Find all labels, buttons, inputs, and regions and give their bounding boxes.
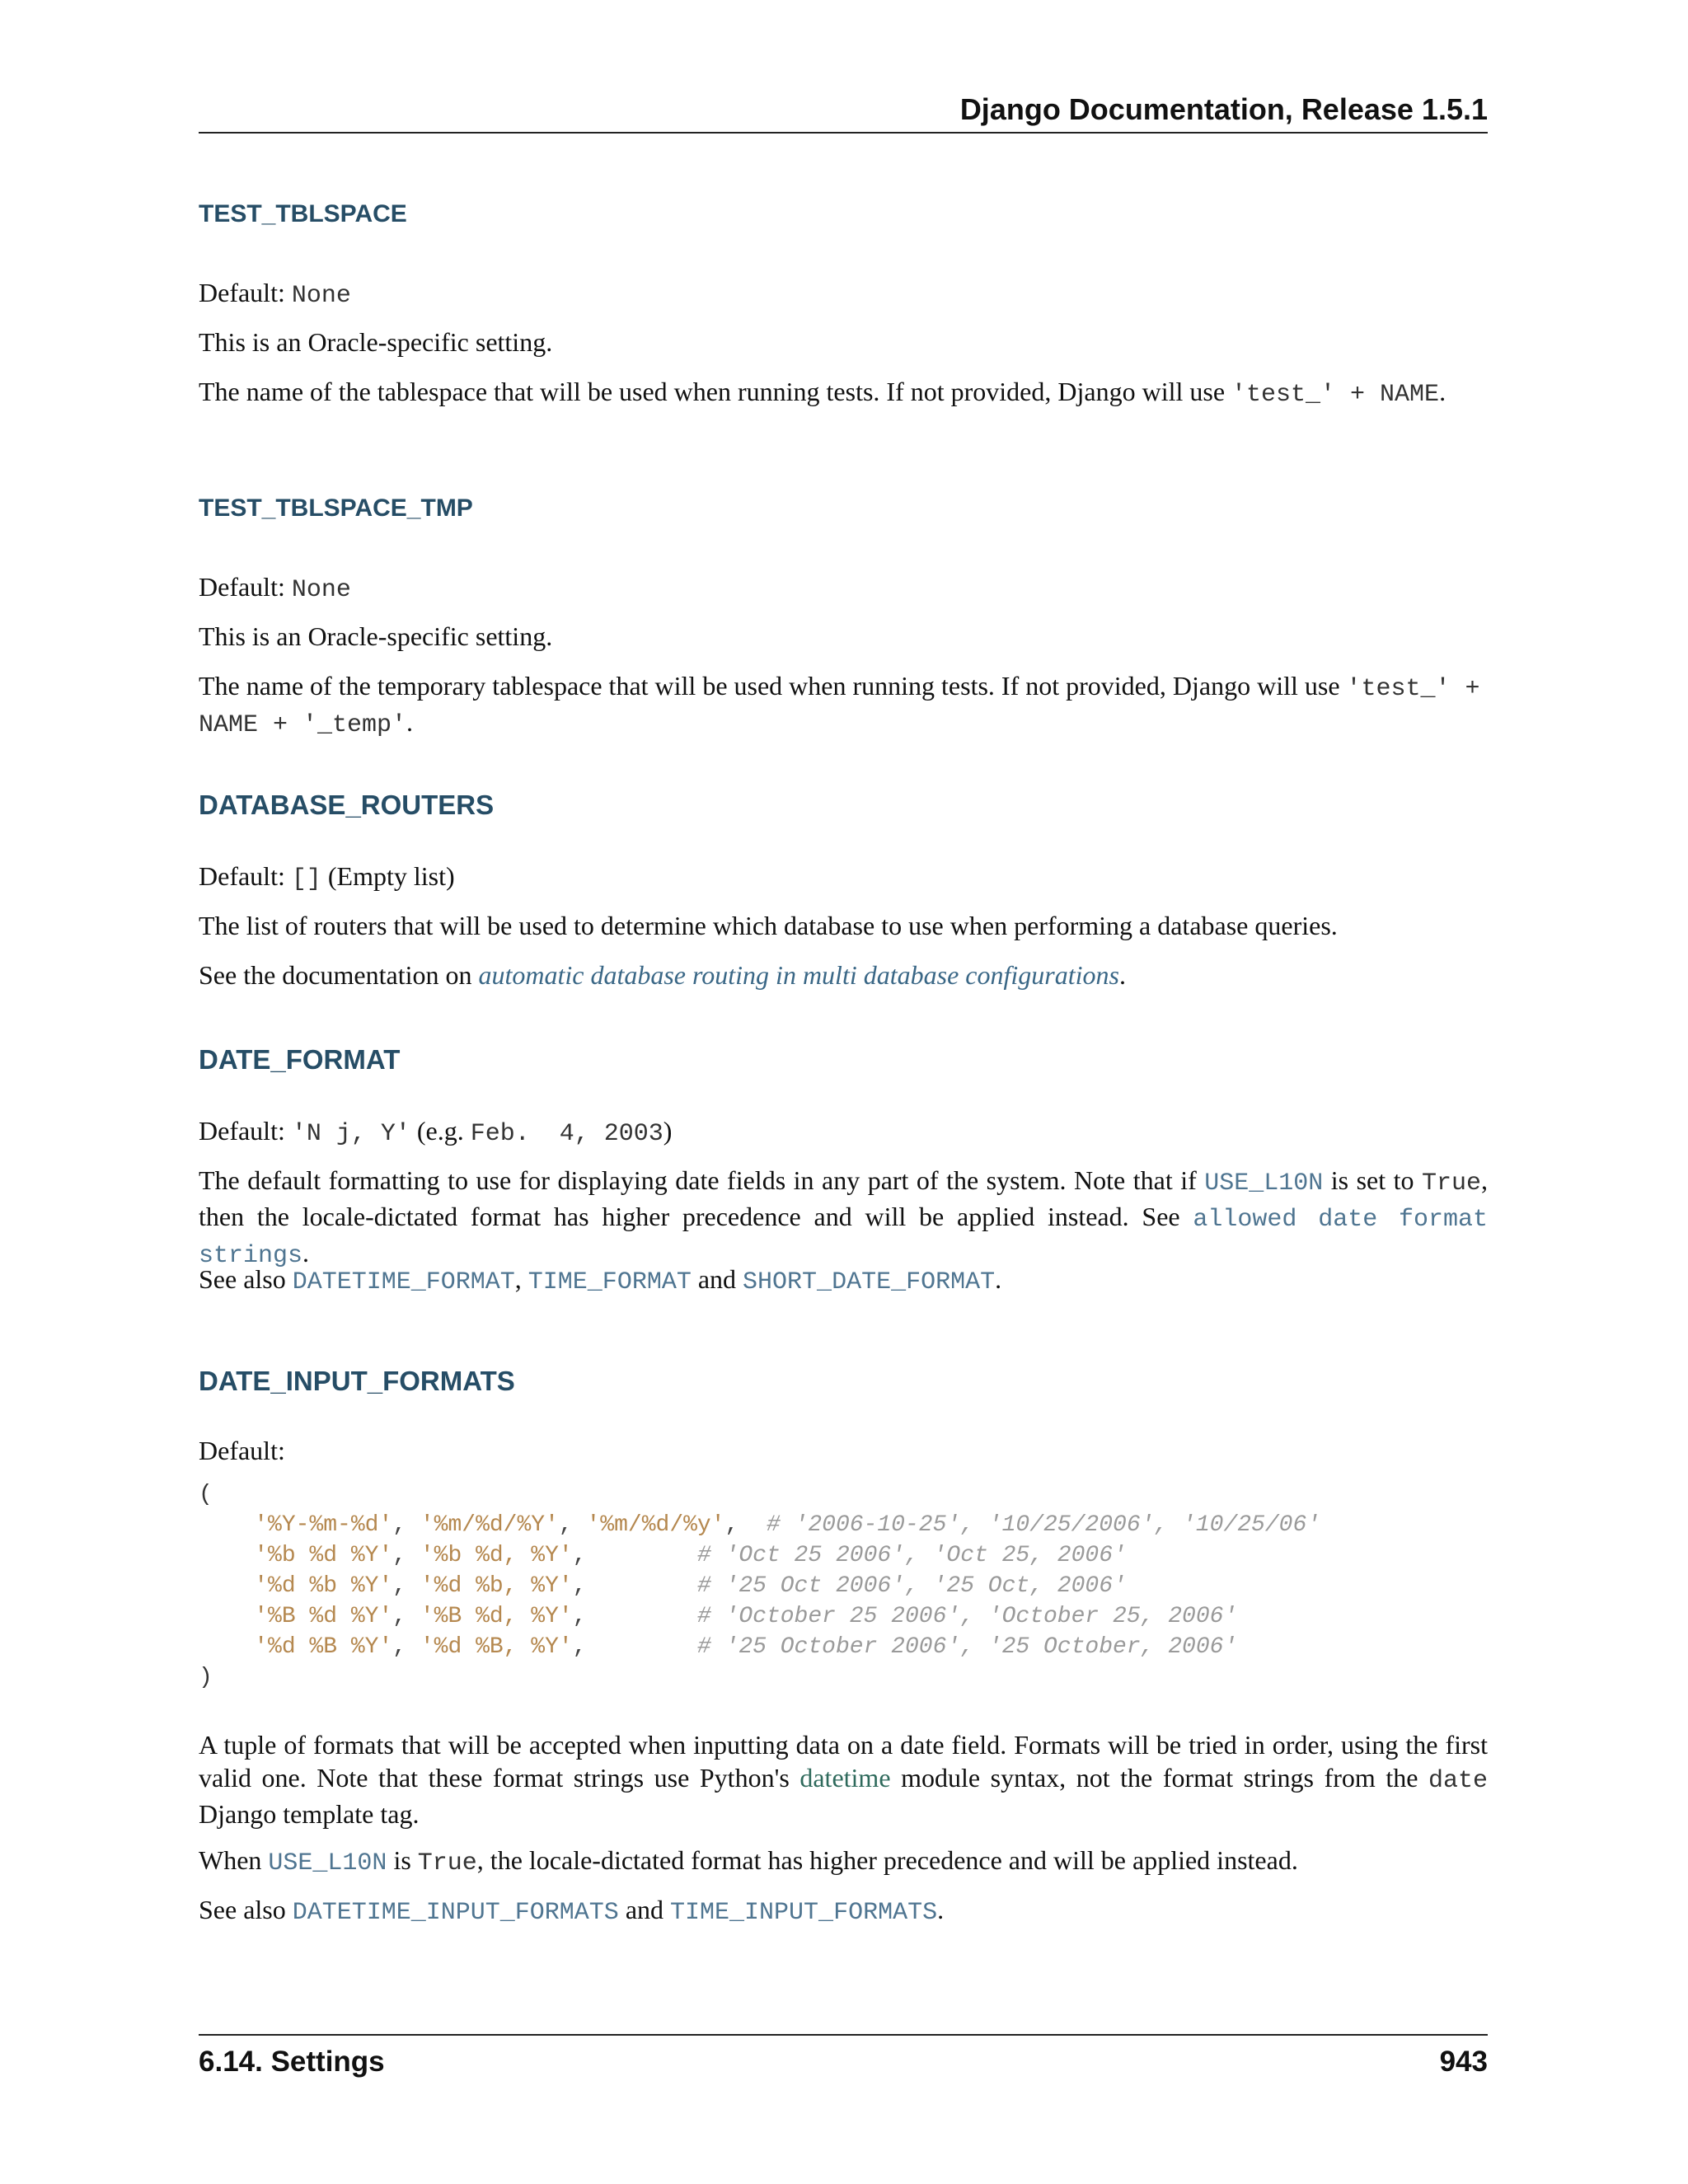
default-paragraph: Default: [] (Empty list) xyxy=(199,861,455,893)
code-comment: # 'October 25 2006', 'October 25, 2006' xyxy=(696,1604,1238,1629)
default-value: [] xyxy=(291,865,321,893)
default-paragraph: Default: None xyxy=(199,278,351,310)
oracle-note: This is an Oracle-specific setting. xyxy=(199,327,553,357)
code-punct: , xyxy=(392,1634,420,1660)
code-comment: # 'Oct 25 2006', 'Oct 25, 2006' xyxy=(696,1543,1127,1568)
code-punct: , xyxy=(558,1512,587,1538)
default-paragraph: Default: 'N j, Y' (e.g. Feb. 4, 2003) xyxy=(199,1116,673,1148)
default-value: 'N j, Y' xyxy=(291,1120,410,1148)
code-comment: # '25 October 2006', '25 October, 2006' xyxy=(696,1634,1238,1660)
inline-code: True xyxy=(417,1849,477,1877)
heading-test-tblspace-tmp: TEST_TBLSPACE_TMP xyxy=(199,494,473,522)
datetime-module-link[interactable]: datetime xyxy=(799,1763,891,1793)
see-documentation-paragraph: See the documentation on automatic database routing in multi database configurations. xyxy=(199,960,1126,990)
format-string: '%d %B %Y' xyxy=(254,1634,393,1660)
short-date-format-link[interactable]: SHORT_DATE_FORMAT xyxy=(743,1268,996,1296)
code-open-paren: ( xyxy=(199,1482,213,1507)
code-punct: , xyxy=(724,1512,753,1538)
code-punct: , xyxy=(572,1634,601,1660)
format-string: '%m/%d/%y' xyxy=(586,1512,725,1538)
code-punct: , xyxy=(392,1604,420,1629)
format-string: '%Y-%m-%d' xyxy=(254,1512,393,1538)
time-format-link[interactable]: TIME_FORMAT xyxy=(528,1268,692,1296)
running-footer xyxy=(199,2034,1488,2078)
default-value: None xyxy=(291,282,351,310)
code-line xyxy=(199,1601,1488,1632)
default-paragraph: Default: None xyxy=(199,572,351,604)
code-punct: , xyxy=(392,1543,420,1568)
running-header xyxy=(199,91,1488,134)
use-l10n-link[interactable]: USE_L10N xyxy=(268,1849,387,1877)
code-close-paren: ) xyxy=(199,1665,213,1690)
format-string: '%d %B, %Y' xyxy=(420,1634,573,1660)
time-input-formats-link[interactable]: TIME_INPUT_FORMATS xyxy=(670,1899,938,1927)
code-comment: # '25 Oct 2006', '25 Oct, 2006' xyxy=(696,1573,1127,1599)
inline-code: date xyxy=(1428,1767,1489,1795)
datetime-format-link[interactable]: DATETIME_FORMAT xyxy=(292,1268,515,1296)
format-string: '%B %d %Y' xyxy=(254,1604,393,1629)
format-string: '%b %d %Y' xyxy=(254,1543,393,1568)
document-title: Django Documentation, Release 1.5.1 xyxy=(959,92,1488,126)
footer-section-title: 6.14. Settings xyxy=(199,2046,385,2078)
see-also-paragraph: See also DATETIME_INPUT_FORMATS and TIME_INPUT_FORMATS. xyxy=(199,1895,945,1927)
inline-code: 'test_' + NAME + '_temp' xyxy=(199,675,1480,739)
default-value: None xyxy=(291,576,351,604)
format-string: '%B %d, %Y' xyxy=(420,1604,573,1629)
description-paragraph: A tuple of formats that will be accepted when inputting data on a date field. Formats will be tried in order, using the first valid one. Note that these format strings use Python's datetime module syntax, not the format strings from the date Django template tag. xyxy=(199,1730,1489,1829)
format-string: '%b %d, %Y' xyxy=(420,1543,573,1568)
description-paragraph: The name of the temporary tablespace that will be used when running tests. If not provided, Django will use 'test_' + NAME + '_temp'. xyxy=(199,671,1480,739)
example-value: Feb. 4, 2003 xyxy=(470,1120,663,1148)
heading-database-routers: DATABASE_ROUTERS xyxy=(199,790,495,820)
allowed-date-format-strings-link[interactable]: allowed date format strings xyxy=(199,1206,1488,1270)
description-paragraph: The list of routers that will be used to determine which database to use when performing a database queries. xyxy=(199,911,1338,940)
code-punct: , xyxy=(572,1573,601,1599)
description-paragraph: The name of the tablespace that will be used when running tests. If not provided, Django will use 'test_' + NAME. xyxy=(199,377,1447,409)
heading-date-format: DATE_FORMAT xyxy=(199,1044,401,1075)
format-string: '%m/%d/%Y' xyxy=(420,1512,559,1538)
code-punct: , xyxy=(392,1573,420,1599)
multi-db-routing-link[interactable]: automatic database routing in multi database configurations xyxy=(478,960,1119,990)
code-line xyxy=(199,1571,1488,1601)
code-comment: # '2006-10-25', '10/25/2006', '10/25/06' xyxy=(766,1512,1321,1538)
see-also-paragraph: See also DATETIME_FORMAT, TIME_FORMAT and SHORT_DATE_FORMAT. xyxy=(199,1264,1002,1296)
datetime-input-formats-link[interactable]: DATETIME_INPUT_FORMATS xyxy=(292,1899,619,1927)
description-paragraph: The default formatting to use for displaying date fields in any part of the system. Note that if USE_L10N is set to True, then the locale-dictated format has higher precedence and will be applied instead. See allowed date format strings. xyxy=(199,1165,1489,1270)
heading-test-tblspace: TEST_TBLSPACE xyxy=(199,200,407,227)
code-line xyxy=(199,1632,1488,1662)
format-string: '%d %b, %Y' xyxy=(420,1573,573,1599)
inline-code: 'test_' + NAME xyxy=(1231,381,1440,409)
inline-code: True xyxy=(1422,1169,1482,1197)
code-block xyxy=(199,1479,1488,1693)
use-l10n-link[interactable]: USE_L10N xyxy=(1204,1169,1324,1197)
code-punct: , xyxy=(572,1604,601,1629)
code-punct: , xyxy=(572,1543,601,1568)
page-number: 943 xyxy=(1439,2046,1488,2078)
default-paragraph: Default: xyxy=(199,1436,285,1465)
code-line xyxy=(199,1510,1488,1540)
use-l10n-paragraph: When USE_L10N is True, the locale-dictated format has higher precedence and will be applied instead. xyxy=(199,1845,1298,1877)
format-string: '%d %b %Y' xyxy=(254,1573,393,1599)
heading-date-input-formats: DATE_INPUT_FORMATS xyxy=(199,1366,515,1396)
oracle-note: This is an Oracle-specific setting. xyxy=(199,621,553,651)
code-line xyxy=(199,1540,1488,1571)
code-punct: , xyxy=(392,1512,420,1538)
